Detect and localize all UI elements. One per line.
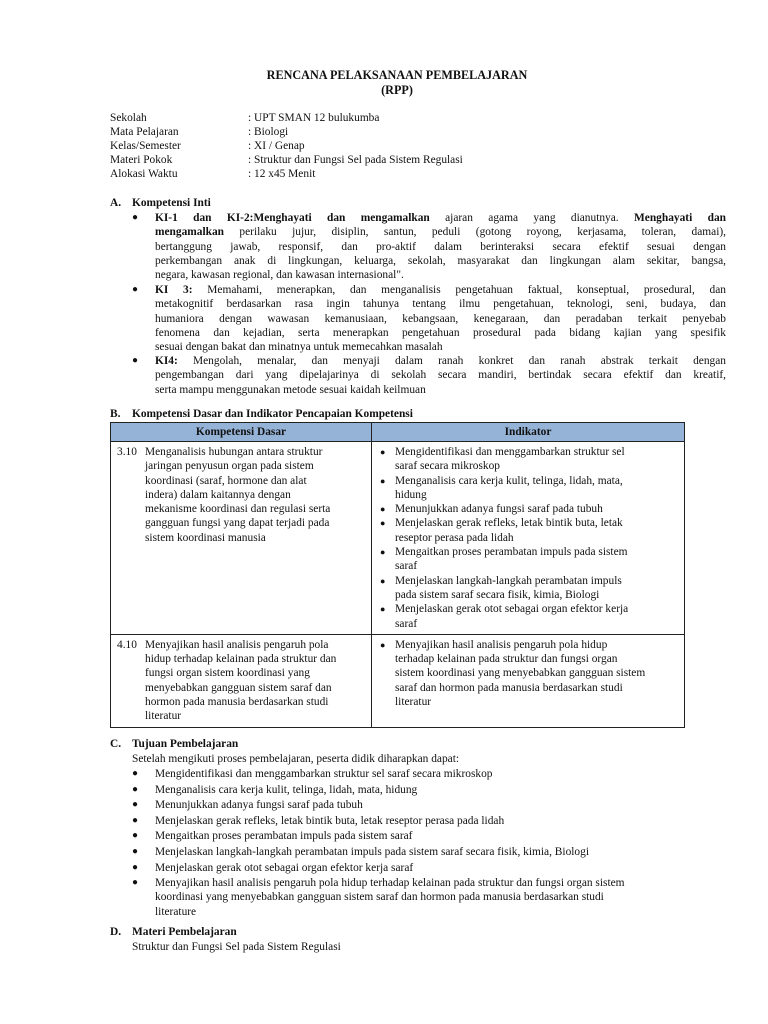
tujuan-line: koordinasi yang menyebabkan gangguan sistem saraf dan hormon pada manusia berdasarkan studi xyxy=(155,891,604,904)
kd-indikator-table xyxy=(110,422,685,728)
kd-line: mekanisme koordinasi dan regulasi serta xyxy=(145,503,331,516)
tujuan-text xyxy=(155,829,412,843)
tujuan-intro: Setelah mengikuti proses pembelajaran, peserta didik diharapkan dapat: xyxy=(132,753,460,765)
kd-line: literatur xyxy=(145,710,182,723)
ki-text-run: serta mampu menggunakan metode sesuai kaidah keilmuan xyxy=(155,383,426,396)
ki-line xyxy=(155,368,726,382)
indicator-cell xyxy=(372,634,685,727)
ki-text-run: perilaku jujur, disiplin, santun, peduli (gotong royong, kerjasama, toleran, damai), xyxy=(223,226,726,239)
bullet-icon: ● xyxy=(132,355,139,366)
tujuan-line: Mengaitkan proses perambatan impuls pada sistem saraf xyxy=(155,830,413,843)
section-d-heading xyxy=(110,925,237,939)
indicator-line: Menganalisis cara kerja kulit, telinga, lidah, mata, xyxy=(395,474,623,487)
indicator-list xyxy=(372,442,684,634)
indicator-cell xyxy=(372,442,685,635)
bullet-icon: ● xyxy=(380,518,386,529)
kd-line: hidup terhadap kelainan pada struktur dan xyxy=(145,653,337,666)
bullet-icon: ● xyxy=(380,475,386,486)
ki-line xyxy=(155,340,726,354)
indicator-item xyxy=(378,574,680,603)
section-letter: C. xyxy=(110,738,122,750)
kd-description xyxy=(145,638,371,724)
indicator-line: saraf dan hormon pada manusia berdasarkan studi xyxy=(395,681,623,694)
identity-key: Sekolah xyxy=(110,112,147,124)
kd-description xyxy=(145,445,371,545)
table-header: Kompetensi Dasar xyxy=(111,423,372,442)
tujuan-text xyxy=(155,845,589,859)
bullet-icon: ● xyxy=(132,799,139,811)
section-b-heading xyxy=(110,407,413,421)
tujuan-line: Menunjukkan adanya fungsi saraf pada tubuh xyxy=(155,799,363,812)
kd-line: jaringan penyusun organ pada sistem xyxy=(145,460,314,473)
indicator-line: Menjelaskan langkah-langkah perambatan impuls xyxy=(395,574,622,587)
identity-key: Alokasi Waktu xyxy=(110,168,178,180)
ki-line xyxy=(155,326,726,340)
section-letter: A. xyxy=(110,197,122,209)
indicator-line: Menjelaskan gerak refleks, letak bintik buta, letak xyxy=(395,517,623,530)
indicator-line: Menjelaskan gerak otot sebagai organ efektor kerja xyxy=(395,603,629,616)
table-header: Indikator xyxy=(372,423,685,442)
kd-line: hormon pada manusia berdasarkan studi xyxy=(145,696,329,709)
kd-line: sistem koordinasi manusia xyxy=(145,531,266,544)
indicator-line: saraf xyxy=(395,617,418,630)
section-title: Materi Pembelajaran xyxy=(132,926,237,938)
section-letter: B. xyxy=(110,408,121,420)
identity-value: : Biologi xyxy=(248,126,289,138)
identity-key: Materi Pokok xyxy=(110,154,173,166)
indicator-line: terhadap kelainan pada struktur dan fungsi organ xyxy=(395,653,618,666)
section-c-heading xyxy=(110,737,238,751)
tujuan-line: Menjelaskan langkah-langkah perambatan impuls pada sistem saraf secara fisik, kimia, Biologi xyxy=(155,846,589,858)
ki-bold-text: mengamalkan xyxy=(155,226,224,239)
section-title: Kompetensi Dasar dan Indikator Pencapaian Kompetensi xyxy=(132,408,413,420)
identity-value: : 12 x45 Menit xyxy=(248,168,316,180)
bullet-icon: ● xyxy=(380,504,386,515)
ki-text-run: Memahami, menerapkan, dan menganalisis pengetahuan faktual, konseptual, prosedural, dan xyxy=(192,284,726,296)
tujuan-text xyxy=(155,876,625,919)
kd-line: menyebabkan gangguan sistem saraf dan xyxy=(145,681,332,694)
indicator-line: Menyajikan hasil analisis pengaruh pola hidup xyxy=(395,638,608,651)
ki-text-run: Mengolah, menalar, dan menyaji dalam ranah konkret dan ranah abstrak terkait dengan xyxy=(177,355,726,367)
tujuan-text xyxy=(155,783,417,797)
indicator-line: Mengidentifikasi dan menggambarkan struktur sel xyxy=(395,446,625,458)
document-subtitle: (RPP) xyxy=(381,83,413,97)
bullet-icon: ● xyxy=(132,768,139,779)
indicator-item xyxy=(378,545,680,574)
ki-text-run: humaniora dengan wawasan kemanusiaan, kebangsaan, kenegaraan, dan peradaban terkait penyebab xyxy=(155,312,726,325)
ki-line xyxy=(155,297,726,311)
indicator-line: reseptor perasa pada lidah xyxy=(395,531,514,544)
identity-key: Mata Pelajaran xyxy=(110,126,179,138)
identity-key: Kelas/Semester xyxy=(110,140,181,152)
ki-line xyxy=(155,312,726,326)
indicator-line: pada sistem saraf secara fisik, kimia, Biologi xyxy=(395,588,600,601)
ki-line xyxy=(155,354,726,368)
kd-cell xyxy=(111,442,372,635)
bullet-icon: ● xyxy=(380,447,386,457)
indicator-line: saraf secara mikroskop xyxy=(395,460,501,473)
ki-text-run: sesuai dengan bakat dan minatnya untuk memecahkan masalah xyxy=(155,341,443,354)
ki-bold-text: KI 3: xyxy=(155,284,193,296)
section-title: Kompetensi Inti xyxy=(132,197,211,209)
indicator-item xyxy=(378,474,680,503)
ki-text-run: negara, kawasan regional, dan kawasan internasional". xyxy=(155,269,404,282)
indicator-line: literatur xyxy=(395,696,432,709)
kd-line: koordinasi (saraf, hormone dan alat xyxy=(145,474,307,487)
document-title: RENCANA PELAKSANAAN PEMBELAJARAN xyxy=(266,68,528,82)
ki-line xyxy=(155,254,726,268)
indicator-item xyxy=(378,516,680,545)
section-title: Tujuan Pembelajaran xyxy=(132,738,239,750)
indicator-item xyxy=(378,445,680,474)
kd-line: gangguan fungsi yang dapat terjadi pada xyxy=(145,517,330,530)
ki-bold-text: KI-1 dan KI-2:Menghayati dan mengamalkan xyxy=(155,212,430,224)
tujuan-line: literature xyxy=(155,905,197,918)
bullet-icon: ● xyxy=(132,861,139,873)
tujuan-text xyxy=(155,767,493,781)
section-a-heading xyxy=(110,196,211,210)
ki-text-run: pengembangan dari yang dipelajarinya di sekolah secara mandiri, bertindak secara efektif dan kreatif, xyxy=(155,369,726,382)
ki-text xyxy=(155,211,726,282)
bullet-icon: ● xyxy=(132,877,139,889)
indicator-line: Menunjukkan adanya fungsi saraf pada tubuh xyxy=(395,503,603,516)
ki-text-run: bertanggung jawab, responsif, dan pro-aktif dalam berinteraksi secara efektif sesuai dengan xyxy=(155,240,726,253)
kd-number: 4.10 xyxy=(117,638,137,651)
indicator-item xyxy=(378,638,680,709)
kd-number: 3.10 xyxy=(117,446,137,458)
indicator-line: saraf xyxy=(395,560,418,573)
ki-line xyxy=(155,268,726,282)
ki-text-run: ajaran agama yang dianutnya. xyxy=(429,212,635,224)
section-letter: D. xyxy=(110,926,122,938)
bullet-icon: ● xyxy=(132,814,139,826)
ki-text xyxy=(155,283,726,354)
tujuan-line: Menyajikan hasil analisis pengaruh pola hidup terhadap kelainan pada struktur dan fungsi organ sistem xyxy=(155,877,625,890)
indicator-list xyxy=(372,635,684,712)
materi-text: Struktur dan Fungsi Sel pada Sistem Regulasi xyxy=(132,941,341,953)
bullet-icon: ● xyxy=(132,783,139,795)
ki-text xyxy=(155,354,726,397)
table-row xyxy=(111,442,685,635)
tujuan-line: Menganalisis cara kerja kulit, telinga, lidah, mata, hidung xyxy=(155,783,418,796)
ki-line xyxy=(155,240,726,254)
tujuan-text xyxy=(155,861,413,875)
kd-line: Menyajikan hasil analisis pengaruh pola xyxy=(145,638,329,651)
ki-line xyxy=(155,383,726,397)
tujuan-line: Menjelaskan gerak otot sebagai organ efektor kerja saraf xyxy=(155,861,414,874)
bullet-icon: ● xyxy=(380,604,386,615)
table-row xyxy=(111,634,685,727)
bullet-icon: ● xyxy=(380,639,386,650)
indicator-item xyxy=(378,602,680,631)
indicator-line: hidung xyxy=(395,488,427,501)
bullet-icon: ● xyxy=(380,575,386,586)
tujuan-line: Mengidentifikasi dan menggambarkan struktur sel saraf secara mikroskop xyxy=(155,768,493,780)
ki-line xyxy=(155,211,726,225)
ki-line xyxy=(155,283,726,297)
ki-line xyxy=(155,225,726,239)
ki-text-run: perkembangan anak di lingkungan, keluarga, sekolah, masyarakat dan lingkungan alam sekitar, bangsa, xyxy=(155,254,726,267)
kd-cell xyxy=(111,634,372,727)
bullet-icon: ● xyxy=(132,284,139,295)
bullet-icon: ● xyxy=(132,846,139,857)
identity-value: : XI / Genap xyxy=(248,140,305,152)
ki-text-run: metakognitif berdasarkan rasa ingin tahunya tentang ilmu pengetahuan, teknologi, seni, budaya, dan xyxy=(155,298,726,311)
table-header-row xyxy=(111,423,685,442)
bullet-icon: ● xyxy=(132,830,139,842)
ki-text-run: fenomena dan kejadian, serta menerapkan pengetahuan prosedural pada bidang kajian yang spesifik xyxy=(155,326,726,339)
indicator-item xyxy=(378,502,680,516)
kd-line: Menganalisis hubungan antara struktur xyxy=(145,446,323,458)
bullet-icon: ● xyxy=(132,212,139,223)
identity-value: : Struktur dan Fungsi Sel pada Sistem Regulasi xyxy=(248,154,463,166)
indicator-line: Mengaitkan proses perambatan impuls pada sistem xyxy=(395,546,628,559)
tujuan-text xyxy=(155,814,504,828)
tujuan-line: Menjelaskan gerak refleks, letak bintik buta, letak reseptor perasa pada lidah xyxy=(155,814,505,827)
kd-line: indera) dalam kaitannya dengan xyxy=(145,488,291,501)
indicator-line: sistem koordinasi yang menyebabkan gangguan sistem xyxy=(395,667,646,680)
kd-line: fungsi organ sistem koordinasi yang xyxy=(145,667,310,680)
ki-bold-text: KI4: xyxy=(155,355,178,367)
identity-value: : UPT SMAN 12 bulukumba xyxy=(248,112,380,124)
ki-bold-text: Menghayati dan xyxy=(634,212,726,224)
tujuan-text xyxy=(155,798,363,812)
bullet-icon: ● xyxy=(380,547,386,558)
